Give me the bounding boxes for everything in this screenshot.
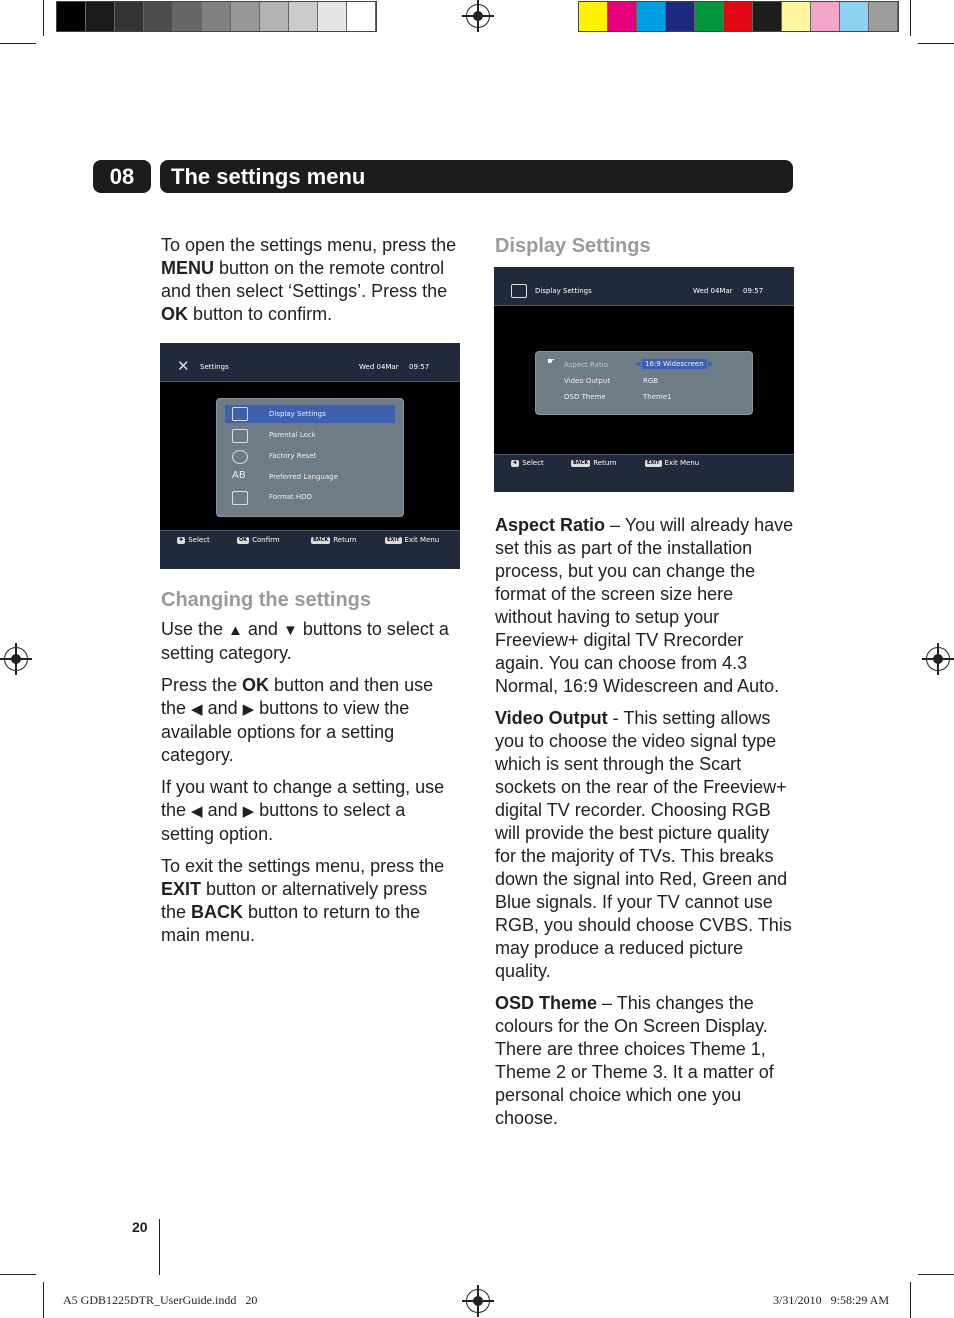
gray-swatch (115, 2, 144, 31)
slug-filename: A5 GDB1225DTR_UserGuide.indd 20 (63, 1293, 258, 1307)
changing-settings-heading: Changing the settings (161, 589, 371, 611)
page-number: 20 (132, 1219, 148, 1235)
display-settings-body (495, 514, 795, 1139)
menu-item: Parental Lock (225, 426, 395, 444)
screen-title: Display Settings (535, 287, 592, 295)
gray-swatch (289, 2, 318, 31)
pointer-icon: ☛ (547, 357, 556, 367)
hdd-icon (232, 491, 248, 505)
down-arrow-icon: ▼ (282, 622, 298, 639)
gray-swatch (231, 2, 260, 31)
tools-icon: ✕ (177, 357, 190, 375)
display-settings-screenshot (494, 267, 794, 492)
settings-value: RGB (643, 377, 659, 385)
crop-mark (43, 1282, 44, 1318)
display-settings-panel (535, 351, 753, 415)
color-swatch (724, 2, 753, 31)
right-arrow-icon: ▶ (242, 701, 255, 718)
menu-item: Format HDD (225, 488, 395, 506)
lock-icon (232, 429, 248, 443)
chapter-number: 08 (93, 160, 151, 193)
grayscale-color-bar (56, 1, 377, 32)
left-arrow-icon: ◀ (191, 803, 203, 820)
color-swatch (840, 2, 869, 31)
settings-value-selected: 16:9 Widescreen (642, 359, 707, 369)
screen-title: Settings (200, 363, 229, 371)
crop-mark (43, 0, 44, 36)
reset-icon (232, 450, 248, 464)
color-swatch (782, 2, 811, 31)
color-swatch (869, 2, 898, 31)
dpad-icon: ✚ (179, 536, 184, 543)
slug-timestamp: 3/31/2010 9:58:29 AM (773, 1293, 890, 1307)
changing-settings-body: Use the ▲ and ▼ buttons to select a setting category. Press the OK button and then use the ◀ and ▶ buttons to view the available options for a setting category. If you want to change a setting, use the ◀ and ▶ buttons to select a setting option. To exit the settings menu, press the EXIT button or alternatively press the BACK button to return to the main menu. (161, 619, 449, 945)
gray-swatch (260, 2, 289, 31)
settings-row: OSD Theme (564, 393, 606, 401)
crop-mark (918, 1274, 954, 1275)
registration-mark-icon (926, 647, 950, 671)
left-arrow-icon: ◀ (191, 701, 203, 718)
screen-time: 09:57 (409, 363, 430, 371)
right-arrow-icon: ▶ (242, 803, 255, 820)
language-icon: AB (232, 470, 246, 481)
footer-return: BACK Return (313, 536, 357, 544)
settings-menu-screenshot (160, 343, 460, 569)
menu-item: AB Preferred Language (232, 470, 338, 481)
menu-item: Factory Reset (225, 447, 395, 465)
display-settings-heading: Display Settings (495, 235, 651, 257)
color-swatch (666, 2, 695, 31)
aspect-ratio-paragraph: Aspect Ratio – You will already have set this as part of the installation process, but you can change the format of the screen size here without having to setup your Freeview+ digital TV Rrecorder again. You can choose from 4.3 Normal, 16:9 Widescreen and Auto. (495, 515, 794, 696)
color-swatch (753, 2, 782, 31)
gray-swatch (86, 2, 115, 31)
gray-swatch (202, 2, 231, 31)
registration-mark-icon (466, 4, 490, 28)
screen-date: Wed 04Mar (693, 287, 733, 295)
screen-time: 09:57 (743, 287, 764, 295)
gray-swatch (318, 2, 347, 31)
footer-select: ✚ Select (513, 459, 544, 467)
gray-swatch (57, 2, 86, 31)
footer-return: BACK Return (573, 459, 617, 467)
screen-date: Wed 04Mar (359, 363, 399, 371)
crop-mark (0, 1274, 36, 1275)
osd-theme-paragraph: OSD Theme – This changes the colours for the On Screen Display. There are three choices Theme 1, Theme 2 or Theme 3. It a matter of personal choice which one you choose. (495, 993, 774, 1128)
video-output-paragraph: Video Output - This setting allows you to choose the video signal type which is sent through the Scart sockets on the rear of the Freeview+ digital TV recorder. Choosing RGB will provide the best picture quality for the majority of TVs. This breaks down the signal into Red, Green and Blue signals. If your TV cannot use RGB, you should choose CVBS. This may produce a reduced picture quality. (495, 708, 792, 981)
gray-swatch (173, 2, 202, 31)
footer-confirm: OK Confirm (239, 536, 280, 544)
footer-exit: EXIT Exit Menu (387, 536, 440, 544)
process-color-bar (578, 1, 899, 32)
settings-menu-panel (216, 398, 404, 517)
crop-mark (910, 1282, 911, 1318)
chapter-title: The settings menu (160, 160, 793, 193)
crop-mark (0, 43, 36, 44)
settings-row: Video Output (564, 377, 611, 385)
registration-mark-icon (4, 647, 28, 671)
dpad-icon: ✚ (513, 459, 518, 466)
right-arrow-icon: ▶ (708, 360, 714, 368)
settings-row: Aspect Ratio (564, 361, 608, 369)
gray-swatch (144, 2, 173, 31)
color-swatch (811, 2, 840, 31)
page-number-rule (159, 1219, 160, 1275)
up-arrow-icon: ▲ (228, 622, 243, 639)
left-arrow-icon: ◀ (635, 360, 641, 368)
color-swatch (579, 2, 608, 31)
footer-exit: EXIT Exit Menu (647, 459, 700, 467)
gray-swatch (347, 2, 376, 31)
display-icon (232, 407, 248, 421)
footer-select: ✚ Select (179, 536, 210, 544)
settings-value: Theme1 (643, 393, 672, 401)
crop-mark (910, 0, 911, 36)
crop-mark (918, 43, 954, 44)
color-swatch (637, 2, 666, 31)
menu-item: Display Settings (225, 405, 395, 423)
registration-mark-icon (466, 1289, 490, 1313)
color-swatch (695, 2, 724, 31)
display-icon (511, 284, 527, 298)
color-swatch (608, 2, 637, 31)
intro-paragraph: To open the settings menu, press the MENU button on the remote control and then select ‘Settings’. Press the OK button to confirm. (161, 235, 457, 324)
